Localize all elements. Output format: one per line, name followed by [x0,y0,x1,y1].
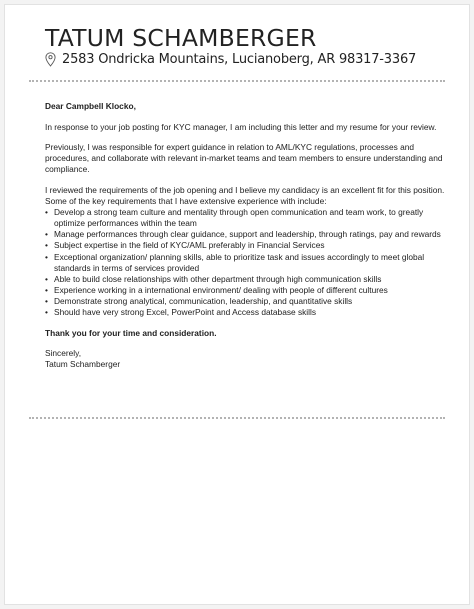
requirements-list [45,207,445,318]
bullet-icon: • [45,207,48,218]
applicant-name: TATUM SCHAMBERGER [45,24,317,52]
list-item-text: Develop a strong team culture and mentality through open communication and team work, to greatly optimize performances within the team [54,207,424,229]
top-divider [29,80,445,82]
list-item [45,229,445,240]
letter-body [45,101,445,370]
bullet-icon: • [45,307,48,317]
list-item [45,240,445,251]
bullet-icon: • [45,273,48,284]
bullet-icon: • [45,240,48,251]
list-item-text: Manage performances through clear guidance, support and leadership, through ratings, pay and rewards [54,229,441,240]
location-pin-icon [45,52,56,67]
list-item-text: Able to build close relationships with other department through high communication skills [54,273,382,284]
paragraph-intro: In response to your job posting for KYC manager, I am including this letter and my resume for your review. [45,121,437,132]
list-item-text: Should have very strong Excel, PowerPoint and Access database skills [54,307,317,317]
bullet-icon: • [45,251,48,262]
signoff [45,348,445,370]
list-item-text: Experience working in a international environment/ dealing with people of different cultures [54,284,388,295]
salutation: Dear Campbell Klocko, [45,101,136,111]
list-item-text: Demonstrate strong analytical, communication, leadership, and quantitative skills [54,295,353,306]
paragraph-requirements-intro: I reviewed the requirements of the job opening and I believe my candidacy is an excellent fit for this position. Some of the key requirements that I have extensive experience with include: [45,184,445,207]
closing: Sincerely, [45,348,82,359]
list-item-text: Exceptional organization/ planning skills, able to prioritize task and issues accordingly to meet global standards in terms of services provided [54,251,425,273]
bullet-icon: • [45,229,48,240]
closing-thanks: Thank you for your time and consideration. [45,327,217,338]
list-item [45,296,445,307]
list-item [45,307,445,318]
list-item [45,252,445,274]
bottom-divider [29,417,445,419]
list-item [45,285,445,296]
letter-page [4,4,470,605]
list-item [45,274,445,285]
address-row [45,52,416,67]
address-text: 2583 Ondricka Mountains, Lucianoberg, AR 98317-3367 [62,52,417,67]
list-item [45,207,445,229]
signature-name: Tatum Schamberger [45,359,121,370]
list-item-text: Subject expertise in the field of KYC/AML preferably in Financial Services [54,240,325,251]
paragraph-experience: Previously, I was responsible for expert guidance in relation to AML/KYC regulations, processes and procedures, and collaborate with relevant in-market teams and team members to ensure understanding and compliance. [45,142,443,175]
bullet-icon: • [45,295,48,306]
bullet-icon: • [45,284,48,295]
